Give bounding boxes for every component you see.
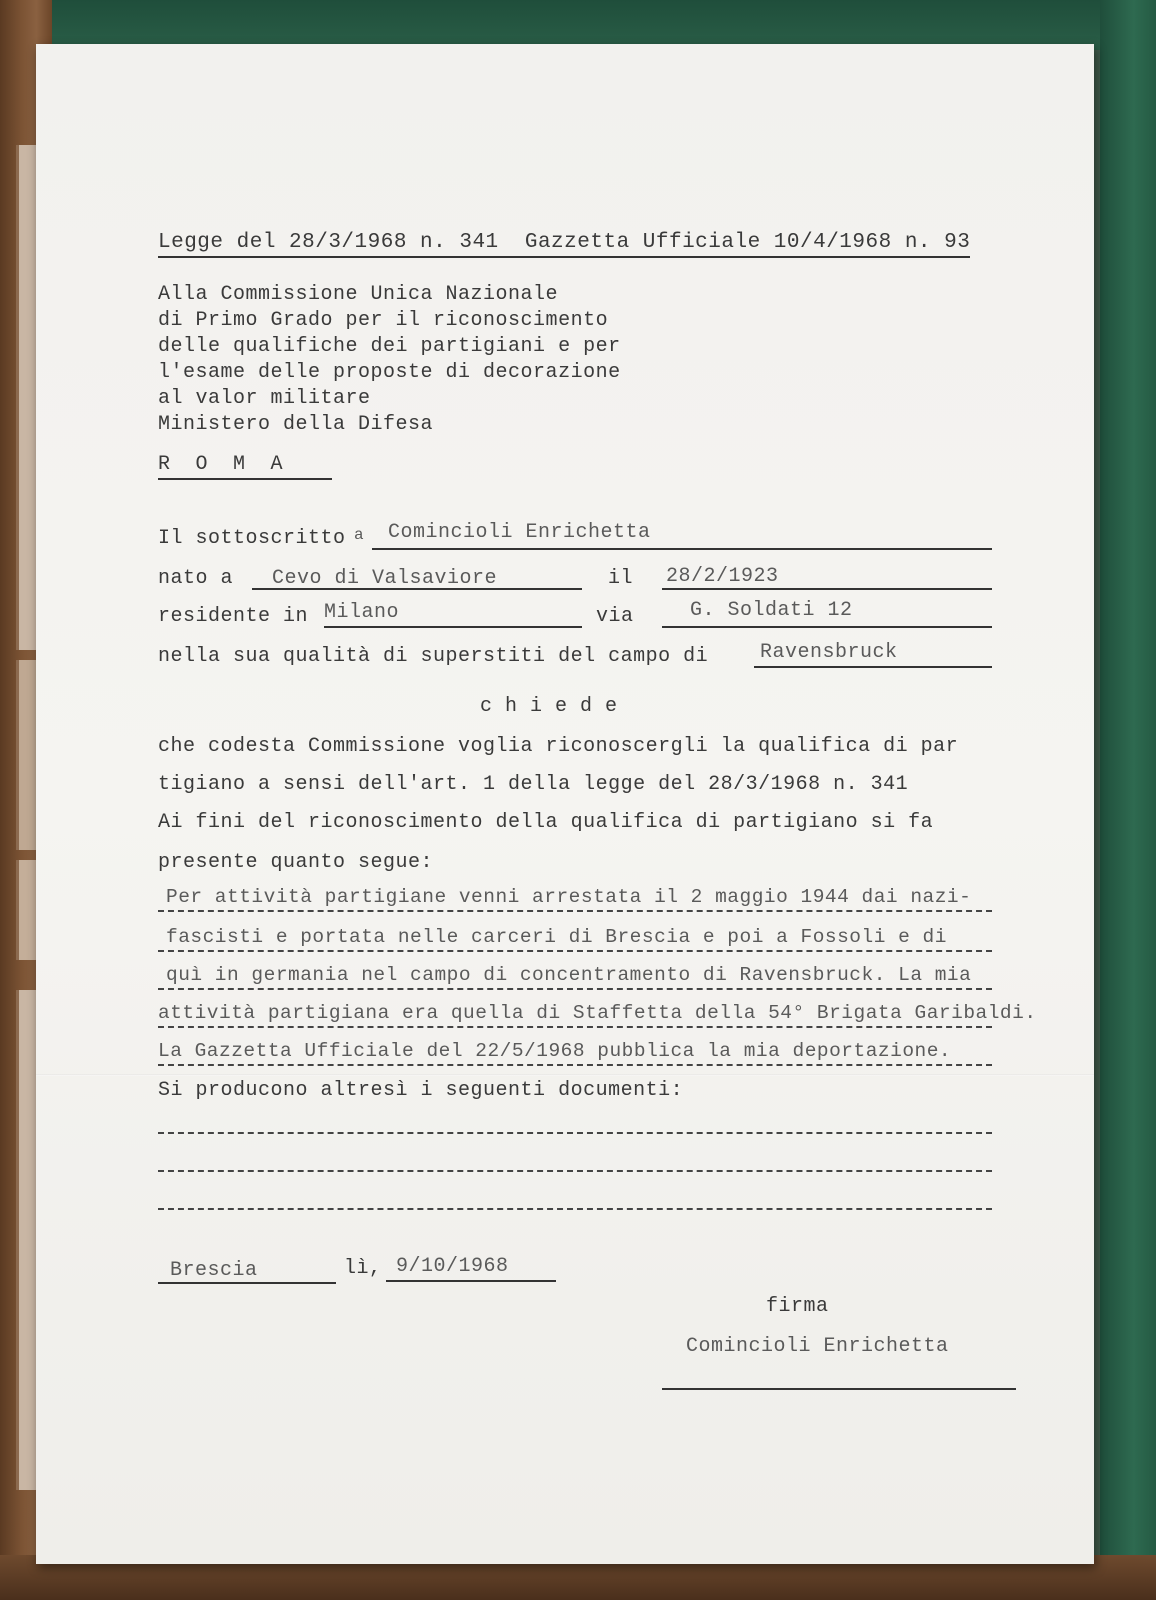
closing-place: Brescia — [170, 1259, 258, 1282]
street-value: G. Soldati 12 — [690, 599, 853, 622]
request-verb: c h i e d e — [480, 695, 618, 718]
statement-line: quì in germania nel campo di concentramento di Ravensbruck. La mia — [166, 964, 972, 986]
documents-blank-line — [158, 1170, 992, 1172]
statement-underline — [158, 1064, 992, 1066]
request-line: presente quanto segue: — [158, 851, 434, 874]
request-line: tigiano a sensi dell'art. 1 della legge del 28/3/1968 n. 341 — [158, 773, 909, 796]
closing-date: 9/10/1968 — [396, 1255, 509, 1278]
statement-underline — [158, 950, 992, 952]
addressee-city: R O M A — [158, 452, 332, 480]
born-label: nato a — [158, 567, 234, 590]
field-line — [386, 1280, 556, 1282]
field-line — [324, 626, 582, 628]
born-place: Cevo di Valsaviore — [272, 567, 498, 590]
field-line — [372, 548, 992, 550]
undersigned-label: Il sottoscritto — [158, 527, 346, 550]
statement-underline — [158, 910, 992, 912]
born-date-label: il — [608, 567, 634, 590]
background-board — [1100, 0, 1156, 1600]
statement-line: attività partigiana era quella di Staffetta della 54° Brigata Garibaldi. — [158, 1002, 1037, 1024]
documents-label: Si producono altresì i seguenti documenti: — [158, 1079, 684, 1102]
addressee-line: l'esame delle proposte di decorazione — [158, 361, 621, 384]
field-line — [158, 1282, 336, 1284]
field-line — [754, 666, 992, 668]
undersigned-value: Comincioli Enrichetta — [388, 521, 651, 544]
street-label: via — [596, 605, 634, 628]
request-line: che codesta Commissione voglia riconoscergli la qualifica di par — [158, 735, 959, 758]
addressee-line: delle qualifiche dei partigiani e per — [158, 335, 621, 358]
signature-line — [662, 1388, 1016, 1390]
resident-city: Milano — [324, 601, 400, 624]
document-page — [36, 44, 1094, 1564]
addressee-line: Ministero della Difesa — [158, 413, 434, 436]
quality-label: nella sua qualità di superstiti del campo di — [158, 645, 709, 668]
paper-fold — [36, 1074, 1094, 1076]
camp-value: Ravensbruck — [760, 641, 898, 664]
statement-underline — [158, 988, 992, 990]
statement-line: La Gazzetta Ufficiale del 22/5/1968 pubblica la mia deportazione. — [158, 1040, 952, 1062]
statement-line: Per attività partigiane venni arrestata il 2 maggio 1944 dai nazi- — [166, 886, 972, 908]
documents-blank-line — [158, 1208, 992, 1210]
undersigned-suffix: a — [354, 526, 365, 544]
born-date: 28/2/1923 — [666, 565, 779, 588]
statement-line: fascisti e portata nelle carceri di Brescia e poi a Fossoli e di — [166, 926, 947, 948]
law-reference: Legge del 28/3/1968 n. 341 Gazzetta Ufficiale 10/4/1968 n. 93 — [158, 230, 970, 258]
field-line — [662, 626, 992, 628]
li-label: lì, — [344, 1257, 382, 1280]
firma-label: firma — [766, 1295, 829, 1318]
request-line: Ai fini del riconoscimento della qualifica di partigiano si fa — [158, 811, 934, 834]
statement-underline — [158, 1026, 992, 1028]
documents-blank-line — [158, 1132, 992, 1134]
resident-label: residente in — [158, 605, 309, 628]
addressee-line: Alla Commissione Unica Nazionale — [158, 283, 559, 306]
field-line — [252, 588, 582, 590]
addressee-line: al valor militare — [158, 387, 371, 410]
background-board — [0, 0, 1156, 50]
addressee-line: di Primo Grado per il riconoscimento — [158, 309, 609, 332]
signature-name: Comincioli Enrichetta — [686, 1335, 949, 1358]
field-line — [662, 588, 992, 590]
